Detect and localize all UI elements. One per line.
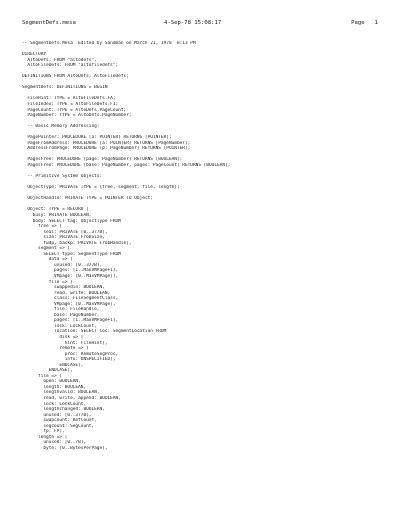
source-line: size: PRIVATE FrobSize,: [22, 235, 105, 241]
source-line: AddressFromPage: PROCEDURE [p: PageNumber] RETURNS [POINTER];: [22, 146, 191, 152]
source-line: DIRECTORY: [22, 52, 47, 58]
source-line: pages: [1..MaxVMPage+1],: [22, 318, 119, 324]
source-line: hint: FileHint],: [22, 340, 108, 346]
source-line: remote => [: [22, 346, 89, 352]
source-line: -- SegmentDefs.Mesa Edited by Sandman on March 21, 1978 8:13 PM: [22, 41, 196, 46]
source-line: unused: [0..7B],: [22, 440, 87, 446]
page-header: [22, 18, 378, 28]
source-line: length: BOOLEAN,: [22, 384, 87, 390]
source-line: pages: [1..MaxVMPage+1],: [22, 268, 119, 274]
source-line: location: SELECT loc: SegmentLocation FROM: [22, 329, 167, 335]
source-line: ENDCASE],: [22, 368, 73, 374]
source-line: ENDCASE],: [22, 362, 84, 368]
source-line: VMpage: [0..MaxVMPage],: [22, 301, 116, 307]
source-line: PageNumber: TYPE = AltoDefs.PageNumber;: [22, 113, 132, 119]
source-line: body: SELECT tag: ObjectType FROM: [22, 218, 121, 224]
source-line: read, write: BOOLEAN,: [22, 290, 111, 296]
source-line: busy: PRIVATE BOOLEAN,: [22, 212, 92, 218]
source-line: seal: PRIVATE [0..377B],: [22, 229, 108, 235]
source-line: PageCount: TYPE = AltoDefs.PageCount;: [22, 107, 127, 113]
source-listing: [22, 41, 378, 451]
header-page-label: Page: [351, 20, 365, 26]
source-line: PagePointer: PROCEDURE [a: POINTER] RETURNS [POINTER];: [22, 135, 172, 141]
source-line: base: PageNumber,: [22, 312, 100, 318]
source-line: read, write, append: BOOLEAN,: [22, 396, 121, 401]
source-line: FileIndex: TYPE = AltoFileDefs.FI;: [22, 102, 119, 108]
source-line: lengthvalid: BOOLEAN,: [22, 390, 100, 396]
source-line: ObjectType: PRIVATE TYPE = {free, segment, file, length};: [22, 185, 180, 191]
source-line: ObjectHandle: PRIVATE TYPE = POINTER TO Object;: [22, 196, 153, 202]
source-line: lock: LockCount,: [22, 401, 87, 407]
header-date: 4-Sep-78 15:08:17: [164, 20, 222, 26]
source-line: AltoFileDefs: FROM "altofiledefs";: [22, 63, 119, 69]
header-page-number: 1: [374, 20, 378, 26]
source-line: file => [: [22, 279, 73, 285]
source-line: Object: TYPE = RECORD [: [22, 207, 89, 213]
header-filename: SegmentDefs.mesa: [22, 20, 76, 26]
source-line: unused: [0..377B],: [22, 412, 92, 418]
source-line: FileHint: TYPE = AltoFileDefs.FA;: [22, 96, 116, 102]
source-line: open: BOOLEAN,: [22, 379, 81, 385]
source-line: segment => [: [22, 246, 71, 252]
source-line: swappedin: BOOLEAN,: [22, 285, 105, 291]
source-line: VMpage: [0..MaxVMPage]],: [22, 273, 119, 279]
source-line: SELECT type: SegmentType FROM: [22, 251, 121, 257]
source-line: PageFromAddress: PROCEDURE [a: POINTER] RETURNS [PageNumber];: [22, 140, 191, 146]
source-line: swapcount: RefCount,: [22, 418, 97, 424]
source-line: lengthchanged: BOOLEAN,: [22, 407, 105, 413]
source-line: data => [: [22, 257, 73, 263]
source-line: fwdp, backp: PRIVATE FrobHandle],: [22, 240, 132, 246]
source-line: lock: LockCount,: [22, 323, 97, 329]
source-line: byte: [0..BytesPerPage],: [22, 445, 108, 451]
source-line: segcount: SegCount,: [22, 423, 95, 429]
source-line: AltoDefs: FROM "altodefs",: [22, 57, 97, 63]
source-line: file: FileHandle,: [22, 307, 100, 313]
source-line: PagesFree: PROCEDURE [page: PageNumber] RETURNS [BOOLEAN];: [22, 157, 183, 163]
source-line: -- Primitive System Objects:: [22, 174, 103, 180]
source-line: file => [: [22, 373, 63, 379]
source-line: -- Basic Memory Addressing:: [22, 124, 100, 130]
source-line: info: UNSPECIFIED],: [22, 357, 116, 363]
header-page: [351, 18, 378, 28]
source-line: DEFINITIONS FROM AltoDefs, AltoFileDefs;: [22, 74, 129, 80]
source-line: SegmentDefs: DEFINITIONS = BEGIN: [22, 85, 108, 91]
source-line: class: FileSegmentClass,: [22, 296, 119, 302]
source-line: unused: [0..377B],: [22, 262, 103, 268]
source-line: proc: RemoteSegProc,: [22, 351, 119, 357]
source-line: free => [: [22, 224, 63, 230]
source-line: length => [: [22, 434, 68, 440]
source-line: PagesFree: PROCEDURE [base: PageNumber, pages: PageCount] RETURNS [BOOLEAN];: [22, 163, 231, 169]
source-line: disk => [: [22, 334, 84, 340]
source-line: fp: FP],: [22, 429, 65, 435]
